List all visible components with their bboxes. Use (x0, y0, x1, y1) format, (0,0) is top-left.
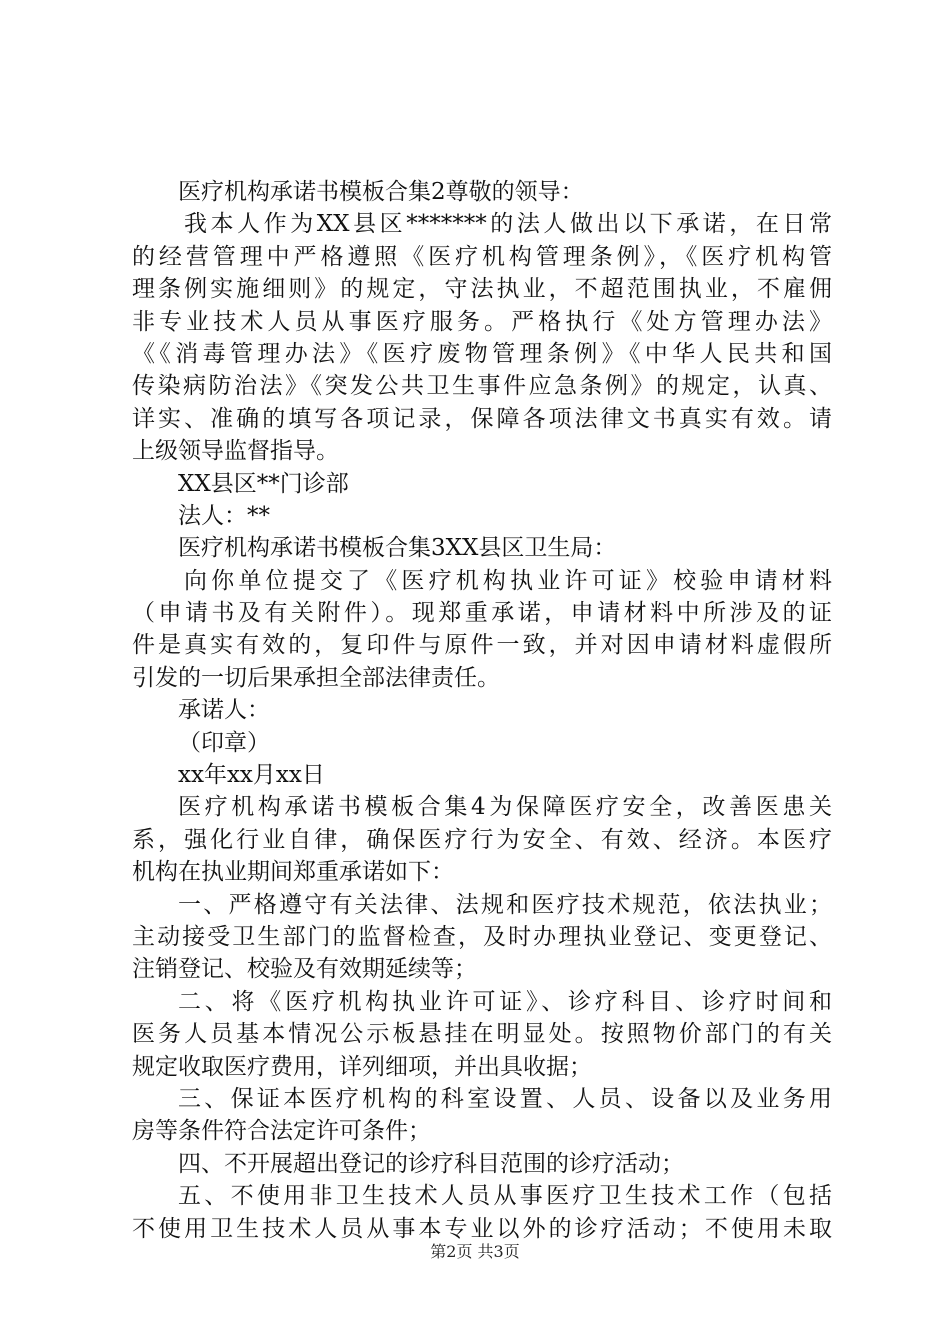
text-line: 法人：** (178, 502, 270, 529)
text-line: 医疗机构承诺书模板合集3XX县区卫生局： (178, 535, 617, 562)
text-line: 房等条件符合法定许可条件； (132, 1118, 431, 1145)
text-line: 二、将《医疗机构执业许可证》、诊疗科目、诊疗时间和 (178, 988, 832, 1015)
text-line: xx年xx月xx日 (178, 762, 325, 789)
text-line: 件是真实有效的，复印件与原件一致，并对因申请材料虚假所 (132, 632, 832, 659)
text-line: 机构在执业期间郑重承诺如下： (132, 859, 454, 886)
text-line: 医疗机构承诺书模板合集4为保障医疗安全，改善医患关 (178, 794, 832, 821)
text-line: 详实、准确的填写各项记录，保障各项法律文书真实有效。请 (132, 405, 832, 432)
text-line: （印章） (178, 729, 270, 756)
text-line: XX县区**门诊部 (178, 470, 349, 497)
text-line: 我本人作为XX县区*******的法人做出以下承诺，在日常 (184, 211, 832, 238)
text-line: 上级领导监督指导。 (132, 438, 339, 465)
text-line: 《《消毒管理办法》《医疗废物管理条例》《中华人民共和国 (132, 340, 832, 367)
text-line: 向你单位提交了《医疗机构执业许可证》校验申请材料 (184, 567, 832, 594)
document-body (132, 176, 832, 1245)
text-line: 传染病防治法》《突发公共卫生事件应急条例》的规定，认真、 (132, 373, 832, 400)
page-number-footer: 第2页 共3页 (430, 1242, 520, 1261)
text-line: 承诺人： (178, 697, 270, 724)
text-line: 一、严格遵守有关法律、法规和医疗技术规范，依法执业； (178, 891, 832, 918)
text-line: 理条例实施细则》的规定，守法执业，不超范围执业，不雇佣 (132, 276, 832, 303)
text-line: （申请书及有关附件）。现郑重承诺，申请材料中所涉及的证 (132, 600, 832, 627)
text-line: 引发的一切后果承担全部法律责任。 (132, 664, 500, 691)
text-line: 主动接受卫生部门的监督检查，及时办理执业登记、变更登记、 (132, 923, 832, 950)
text-line: 注销登记、校验及有效期延续等； (132, 956, 477, 983)
text-line: 四、不开展超出登记的诊疗科目范围的诊疗活动； (178, 1150, 684, 1177)
text-line: 医疗机构承诺书模板合集2尊敬的领导： (178, 179, 584, 205)
text-line: 非专业技术人员从事医疗服务。严格执行《处方管理办法》 (132, 308, 832, 335)
text-line: 的经营管理中严格遵照《医疗机构管理条例》，《医疗机构管 (132, 243, 832, 270)
text-line: 不使用卫生技术人员从事本专业以外的诊疗活动；不使用未取 (132, 1215, 832, 1242)
text-line: 医务人员基本情况公示板悬挂在明显处。按照物价部门的有关 (132, 1021, 832, 1048)
text-line: 三、保证本医疗机构的科室设置、人员、设备以及业务用 (178, 1085, 832, 1112)
text-line: 规定收取医疗费用，详列细项，并出具收据； (132, 1053, 592, 1080)
text-line: 五、不使用非卫生技术人员从事医疗卫生技术工作（包括 (178, 1183, 832, 1210)
text-line: 系，强化行业自律，确保医疗行为安全、有效、经济。本医疗 (132, 826, 832, 853)
